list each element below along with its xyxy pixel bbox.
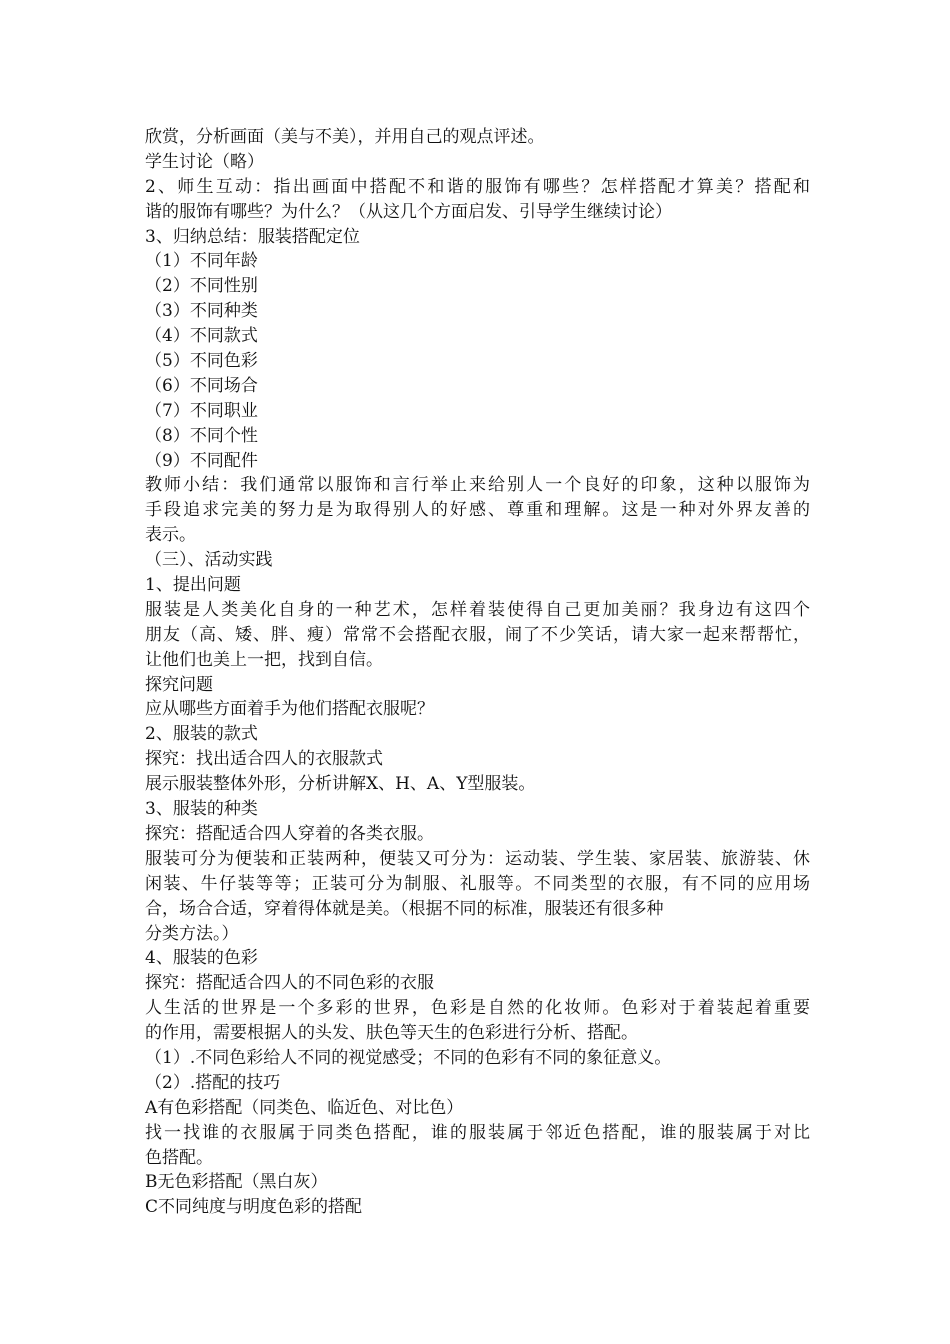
text-line: 人生活的世界是一个多彩的世界，色彩是自然的化妆师。色彩对于着装起着重要 [145, 998, 810, 1019]
text-line: 的作用，需要根据人的头发、肤色等天生的色彩进行分析、搭配。 [145, 1023, 638, 1044]
text-line: 4、服装的色彩 [145, 948, 258, 969]
text-line: 3、服装的种类 [145, 799, 258, 820]
text-line: 探究问题 [145, 674, 213, 695]
text-line: 找一找谁的衣服属于同类色搭配，谁的服装属于邻近色搭配，谁的服装属于对比 [145, 1122, 810, 1143]
document-body [145, 125, 810, 1220]
text-line: 3、归纳总结：服装搭配定位 [145, 226, 360, 247]
text-line: （9）不同配件 [145, 450, 258, 471]
text-line: 教师小结：我们通常以服饰和言行举止来给别人一个良好的印象，这种以服饰为 [145, 475, 810, 496]
text-line: （4）不同款式 [145, 326, 258, 347]
text-line: 探究：找出适合四人的衣服款式 [145, 749, 383, 770]
text-line: 欣赏，分析画面（美与不美），并用自己的观点评述。 [145, 127, 545, 147]
text-line: 合，场合合适，穿着得体就是美。（根据不同的标准，服装还有很多种 [145, 898, 664, 919]
text-line: （2）.搭配的技巧 [145, 1072, 281, 1093]
text-line: （7）不同职业 [145, 400, 258, 421]
text-line: 服装可分为便装和正装两种，便装又可分为：运动装、学生装、家居装、旅游装、休 [145, 848, 810, 869]
text-line: C不同纯度与明度色彩的搭配 [145, 1197, 363, 1218]
text-line: （2）不同性别 [145, 276, 258, 297]
text-line: （3）不同种类 [145, 301, 258, 322]
text-line: （6）不同场合 [145, 375, 258, 396]
text-line: 探究：搭配适合四人穿着的各类衣服。 [145, 823, 434, 844]
text-line: 学生讨论（略） [145, 151, 264, 172]
text-line: 2、服装的款式 [145, 724, 258, 745]
text-line: 闲装、牛仔装等等；正装可分为制服、礼服等。不同类型的衣服，有不同的应用场 [145, 873, 810, 894]
text-line: （8）不同个性 [145, 425, 258, 446]
text-line: 手段追求完美的努力是为取得别人的好感、尊重和理解。这是一种对外界友善的 [145, 500, 810, 521]
text-line: 展示服装整体外形，分析讲解X、H、A、Y型服装。 [145, 774, 536, 795]
text-line: 让他们也美上一把，找到自信。 [145, 649, 383, 670]
text-line: 分类方法。） [145, 923, 239, 944]
text-line: B无色彩搭配（黑白灰） [145, 1172, 328, 1193]
text-line: 应从哪些方面着手为他们搭配衣服呢？ [145, 699, 434, 720]
text-line: 色搭配。 [145, 1147, 213, 1168]
text-line: 谐的服饰有哪些？为什么？（从这几个方面启发、引导学生继续讨论） [145, 201, 672, 222]
text-line: （1）.不同色彩给人不同的视觉感受；不同的色彩有不同的象征意义。 [145, 1047, 672, 1068]
text-line: （1）不同年龄 [145, 251, 258, 272]
text-line: A有色彩搭配（同类色、临近色、对比色） [145, 1097, 464, 1118]
text-line: 2、师生互动：指出画面中搭配不和谐的服饰有哪些？怎样搭配才算美？搭配和 [145, 176, 810, 197]
text-line: （5）不同色彩 [145, 351, 258, 372]
text-line: 朋友（高、矮、胖、瘦）常常不会搭配衣服，闹了不少笑话，请大家一起来帮帮忙， [145, 624, 810, 645]
text-line: 探究：搭配适合四人的不同色彩的衣服 [145, 973, 434, 994]
text-line: 1、提出问题 [145, 575, 241, 596]
text-line: 服装是人类美化自身的一种艺术，怎样着装使得自己更加美丽？我身边有这四个 [145, 599, 810, 620]
text-line: 表示。 [145, 525, 196, 546]
text-line: （三）、活动实践 [145, 550, 273, 571]
